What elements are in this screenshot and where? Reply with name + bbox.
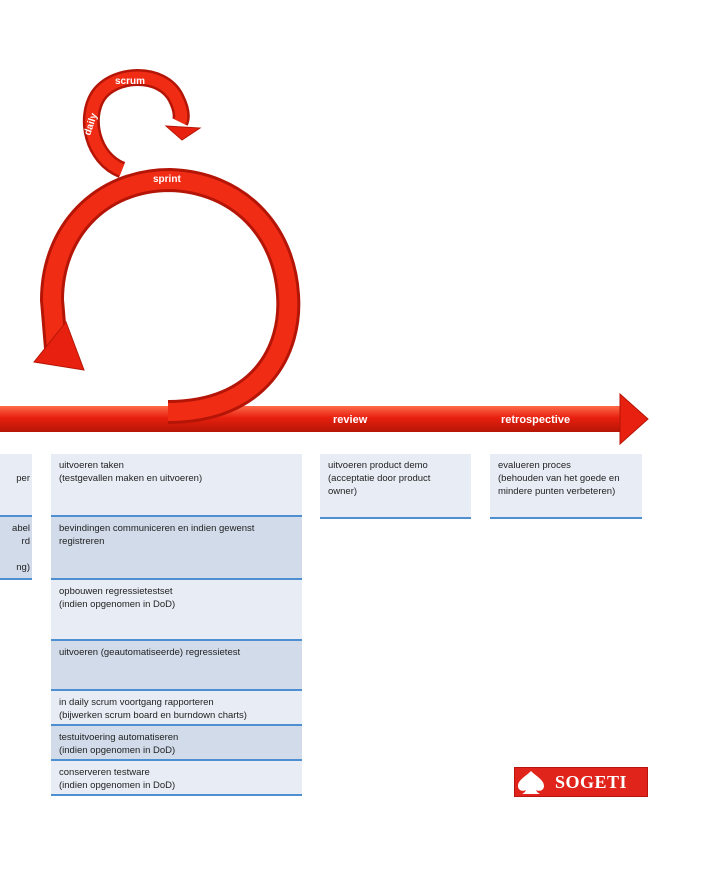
review-task-cell: uitvoeren product demo (acceptatie door product owner) (320, 454, 471, 519)
planning-cell-1: per (0, 454, 32, 517)
sprint-task-cell: opbouwen regressietestset (indien opgenomen in DoD) (51, 580, 302, 641)
logo-text: SOGETI (555, 771, 628, 792)
planning-cell-2: abel rd ng) (0, 517, 32, 580)
sprint-task-cell: uitvoeren taken (testgevallen maken en uitvoeren) (51, 454, 302, 517)
sprint-loop-arrow (34, 180, 288, 412)
spade-icon (515, 768, 547, 796)
sogeti-logo (514, 767, 648, 797)
sprint-column (51, 454, 302, 796)
sprint-task-cell: uitvoeren (geautomatiseerde) regressietest (51, 641, 302, 691)
scrum-label: scrum (115, 76, 146, 87)
sprint-task-cell: bevindingen communiceren en indien gewenst registreren (51, 517, 302, 580)
daily-label: daily (82, 111, 100, 137)
sprint-task-cell: testuitvoering automatiseren (indien opgenomen in DoD) (51, 726, 302, 761)
daily-scrum-loop-arrow (91, 78, 200, 171)
retrospective-column (490, 454, 642, 519)
sprint-label: sprint (153, 174, 181, 185)
sprint-task-cell: conserveren testware (indien opgenomen in DoD) (51, 761, 302, 796)
retrospective-label: retrospective (501, 414, 571, 426)
planning-column (0, 454, 32, 580)
sprint-task-cell: in daily scrum voortgang rapporteren (bijwerken scrum board en burndown charts) (51, 691, 302, 726)
retrospective-task-cell: evalueren proces (behouden van het goede en mindere punten verbeteren) (490, 454, 642, 519)
review-column (320, 454, 471, 519)
review-label: review (333, 414, 368, 426)
